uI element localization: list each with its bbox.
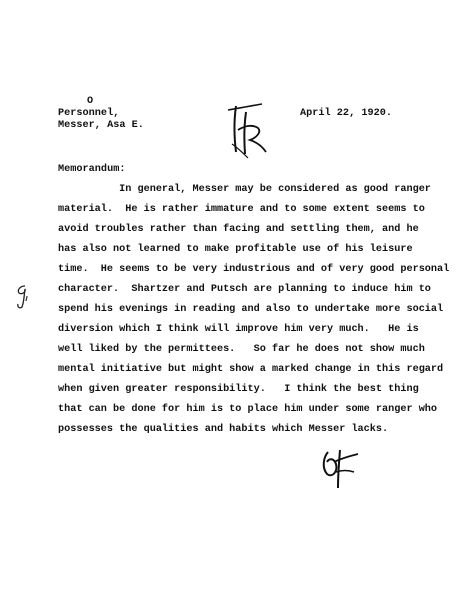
body-line: possesses the qualities and habits which Messer lacks. bbox=[58, 424, 389, 435]
body-line: spend his evenings in reading and also to undertake more social bbox=[58, 304, 444, 315]
body-line: character. Shartzer and Putsch are planning to induce him to bbox=[58, 284, 431, 295]
body-line: time. He seems to be very industrious and of very good personal bbox=[58, 264, 450, 275]
body-line: well liked by the permittees. So far he does not show much bbox=[58, 344, 425, 355]
body-line: avoid troubles rather than facing and settling them, and he bbox=[58, 224, 419, 235]
file-code: O bbox=[87, 96, 94, 107]
body-line: mental initiative but might show a marked change in this regard bbox=[58, 364, 444, 375]
body-line: that can be done for him is to place him under some ranger who bbox=[58, 404, 438, 415]
body-line: has also not learned to make profitable use of his leisure bbox=[58, 244, 413, 255]
signature-initials bbox=[318, 448, 362, 492]
handwritten-initials-stamp bbox=[222, 100, 272, 160]
name-line: Messer, Asa E. bbox=[58, 120, 144, 131]
body-line: when given greater responsibility. I think the best thing bbox=[58, 384, 419, 395]
body-line: diversion which I think will improve him very much. He is bbox=[58, 324, 419, 335]
body-line: In general, Messer may be considered as good ranger bbox=[58, 184, 431, 195]
memo-date: April 22, 1920. bbox=[300, 108, 393, 119]
subject-line: Personnel, bbox=[58, 108, 120, 119]
handwritten-margin-mark bbox=[14, 284, 30, 310]
body-line: material. He is rather immature and to some extent seems to bbox=[58, 204, 425, 215]
salutation: Memorandum: bbox=[58, 164, 126, 175]
